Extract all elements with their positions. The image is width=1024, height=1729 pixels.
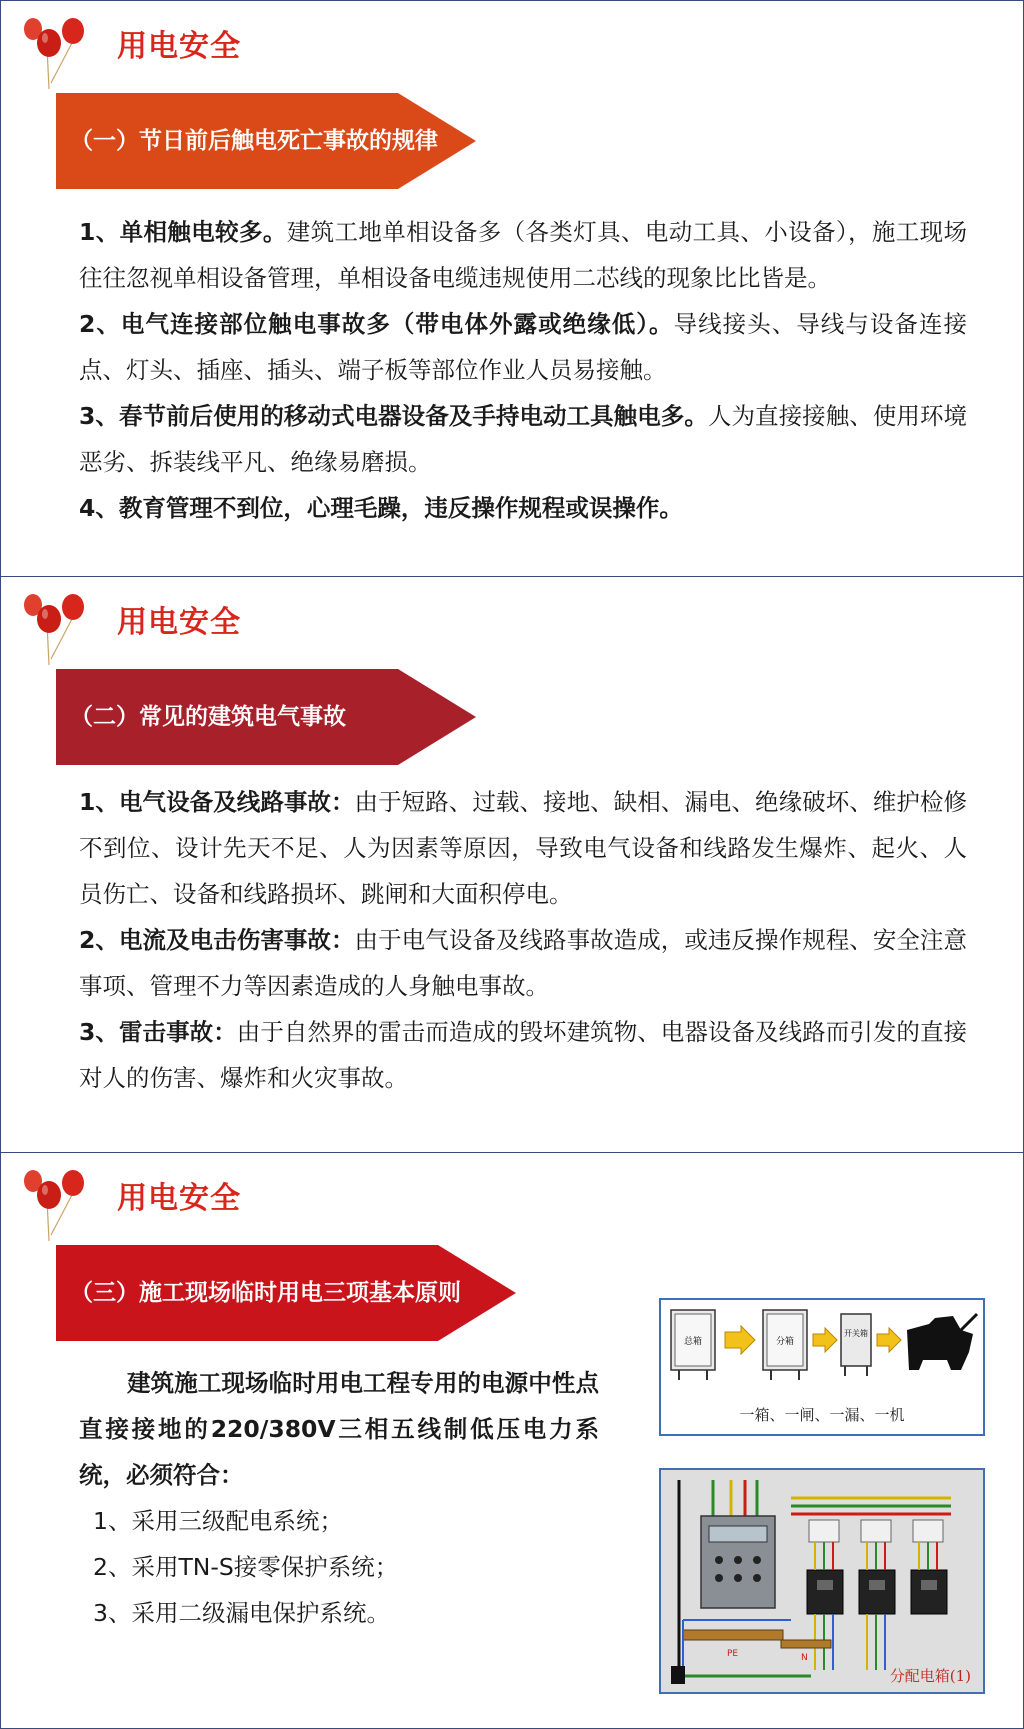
distribution-box-graphic (661, 1470, 983, 1692)
list-item: 1、单相触电较多。建筑工地单相设备多（各类灯具、电动工具、小设备），施工现场往往忽视单相设备管理，单相设备电缆违规使用二芯线的现象比比皆是。 (79, 218, 967, 292)
section-banner (56, 1245, 516, 1341)
banner-label: （二）常见的建筑电气事故 (70, 704, 346, 730)
diagram-caption: 分配电箱(1) (889, 1667, 971, 1685)
slide-title: 用电安全 (117, 605, 241, 640)
list-item: 1、采用三级配电系统； (93, 1507, 343, 1535)
banner-label: （三）施工现场临时用电三项基本原则 (70, 1280, 461, 1306)
slide-title: 用电安全 (117, 29, 241, 64)
list-item: 3、春节前后使用的移动式电器设备及手持电动工具触电多。人为直接接触、使用环境恶劣、拆装线平凡、绝缘易磨损。 (79, 402, 968, 476)
balloons-icon (21, 593, 101, 669)
slide-2 (0, 576, 1024, 1153)
distribution-chain-graphic (661, 1300, 983, 1400)
lead-paragraph: 建筑施工现场临时用电工程专用的电源中性点直接接地的220/380V三相五线制低压电力系统，必须符合： (79, 1369, 599, 1489)
body-text (79, 209, 967, 531)
section-banner (56, 669, 476, 765)
section-banner (56, 93, 476, 189)
list-item: 2、电气连接部位触电事故多（带电体外露或绝缘低）。导线接头、导线与设备连接点、灯头、插座、插头、端子板等部位作业人员易接触。 (79, 310, 968, 384)
list-item: 2、电流及电击伤害事故：由于电气设备及线路事故造成，或违反操作规程、安全注意事项、管理不力等因素造成的人身触电事故。 (79, 926, 967, 1000)
distribution-chain-diagram (659, 1298, 985, 1436)
diagram-caption: 一箱、一闸、一漏、一机 (739, 1406, 905, 1424)
list-item: 3、采用二级漏电保护系统。 (93, 1599, 390, 1627)
banner-label: （一）节日前后触电死亡事故的规律 (70, 128, 438, 154)
list-item: 4、教育管理不到位，心理毛躁，违反操作规程或误操作。 (79, 494, 683, 522)
list-item: 2、采用TN-S接零保护系统； (93, 1553, 399, 1581)
box-label-sub: 分箱 (775, 1337, 795, 1347)
body-text (79, 779, 967, 1101)
list-item: 3、雷击事故：由于自然界的雷击而造成的毁坏建筑物、电器设备及线路而引发的直接对人的伤害、爆炸和火灾事故。 (79, 1018, 968, 1092)
balloons-icon (21, 17, 101, 93)
slide-1 (0, 0, 1024, 577)
body-text (79, 1360, 599, 1636)
box-label-main: 总箱 (683, 1337, 703, 1347)
n-terminal-label: N (801, 1653, 808, 1663)
list-item: 1、电气设备及线路事故：由于短路、过载、接地、缺相、漏电、绝缘破坏、维护检修不到位、设计先天不足、人为因素等原因，导致电气设备和线路发生爆炸、起火、人员伤亡、设备和线路损坏、跳闸和大面积停电。 (79, 788, 967, 908)
box-label-switch: 开关箱 (844, 1329, 868, 1338)
balloons-icon (21, 1169, 101, 1245)
distribution-box-diagram (659, 1468, 985, 1694)
slide-3 (0, 1152, 1024, 1729)
slide-title: 用电安全 (117, 1181, 241, 1216)
pe-terminal-label: PE (727, 1649, 739, 1659)
